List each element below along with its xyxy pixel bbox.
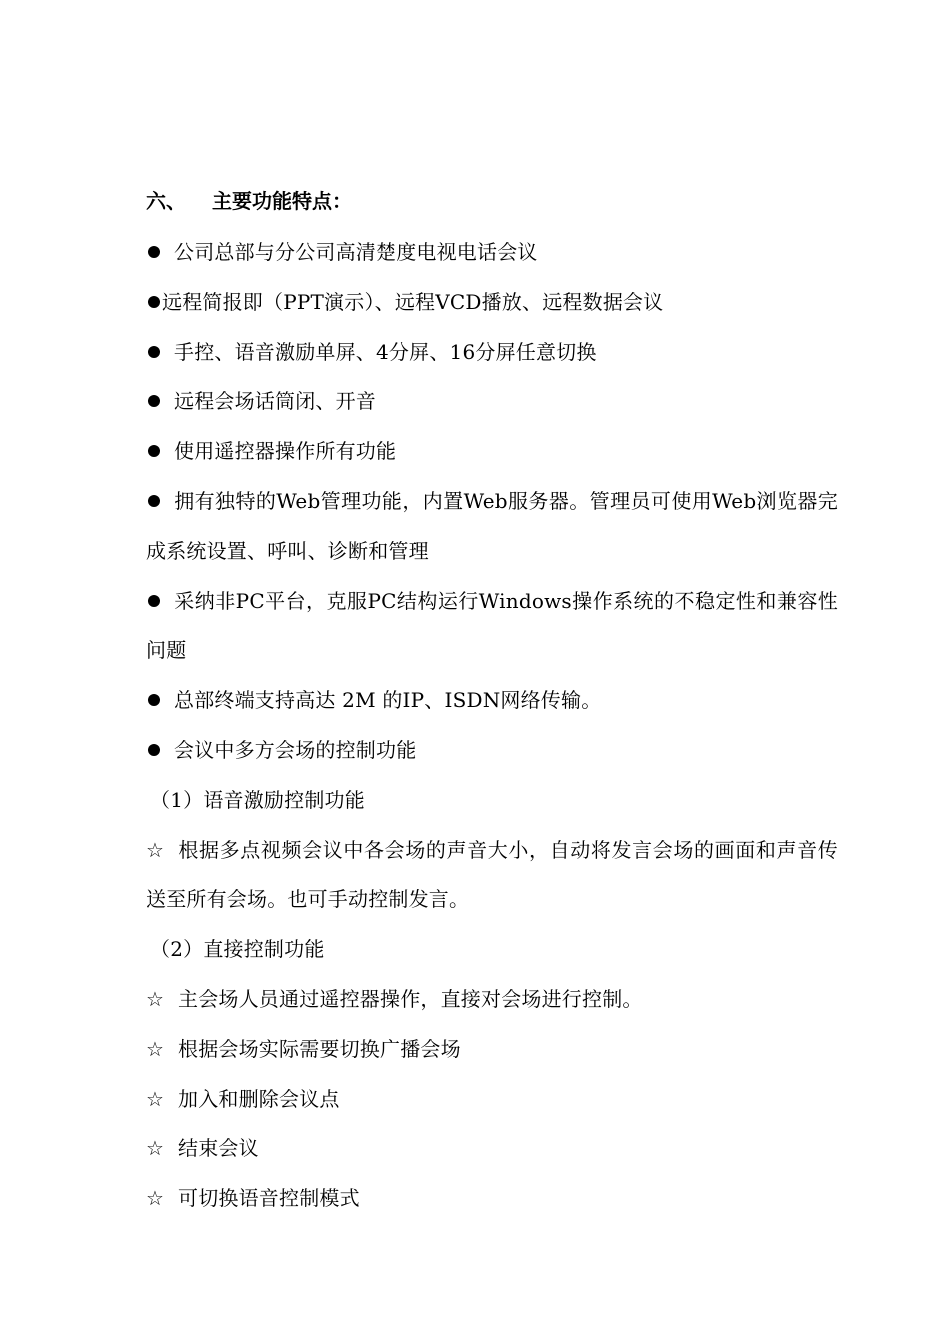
feature-item: [146, 328, 838, 378]
outline-star-bullet-icon: ☆: [146, 1086, 165, 1111]
feature-item: [146, 377, 838, 427]
feature-text: 使用遥控器操作所有功能: [174, 439, 397, 464]
filled-circle-bullet-icon: [148, 744, 160, 756]
outline-star-bullet-icon: ☆: [146, 837, 165, 862]
feature-text: 公司总部与分公司高清楚度电视电话会议: [174, 240, 538, 264]
feature-item: [146, 726, 838, 776]
star-item-text: 根据多点视频会议中各会场的声音大小，自动将发言会场的画面和声音传送至所有会场。也可手动控制发言。: [146, 837, 838, 912]
star-item: [146, 1025, 838, 1075]
filled-circle-bullet-icon: [148, 346, 160, 358]
feature-item: [146, 278, 838, 328]
outline-star-bullet-icon: ☆: [146, 1186, 165, 1211]
feature-text: 采纳非PC平台，克服PC结构运行Windows操作系统的不稳定性和兼容性问题: [146, 588, 838, 663]
filled-circle-bullet-icon: [148, 694, 160, 706]
star-item: [146, 975, 838, 1025]
star-item-text: 主会场人员通过遥控器操作，直接对会场进行控制。: [178, 986, 643, 1011]
section-heading: [146, 178, 838, 224]
star-item-text: 加入和删除会议点: [178, 1086, 340, 1111]
star-item-text: 可切换语音控制模式: [178, 1186, 360, 1211]
star-item: [146, 1075, 838, 1125]
document-page: [146, 178, 838, 1224]
feature-item: [146, 676, 838, 726]
star-item: [146, 826, 838, 926]
star-item-text: 根据会场实际需要切换广播会场: [178, 1036, 461, 1061]
star-item: [146, 1124, 838, 1174]
star-item-text: 结束会议: [178, 1136, 259, 1161]
star-item: [146, 1174, 838, 1224]
outline-star-bullet-icon: ☆: [146, 986, 165, 1011]
feature-item: [146, 577, 838, 677]
filled-circle-bullet-icon: [148, 296, 160, 308]
feature-text: 远程简报即（PPT演示）、远程VCD播放、远程数据会议: [162, 289, 664, 314]
feature-text: 拥有独特的Web管理功能，内置Web服务器。管理员可使用Web浏览器完成系统设置、呼叫、诊断和管理: [146, 488, 838, 563]
filled-circle-bullet-icon: [148, 395, 160, 407]
feature-text: 远程会场话筒闭、开音: [174, 389, 376, 414]
feature-item: [146, 228, 838, 278]
feature-text: 总部终端支持高达 2M 的IP、ISDN网络传输。: [174, 688, 602, 713]
feature-item: [146, 427, 838, 477]
feature-text: 会议中多方会场的控制功能: [174, 737, 417, 762]
subsection-title: （2）直接控制功能: [150, 937, 325, 962]
section-title: 主要功能特点：: [212, 189, 352, 213]
filled-circle-bullet-icon: [148, 595, 160, 607]
filled-circle-bullet-icon: [148, 246, 160, 258]
outline-star-bullet-icon: ☆: [146, 1136, 165, 1161]
subsection-title: （1）语音激励控制功能: [150, 787, 365, 812]
section-number: 六、: [146, 189, 186, 213]
feature-item: [146, 477, 838, 577]
outline-star-bullet-icon: ☆: [146, 1036, 165, 1061]
feature-text: 手控、语音激励单屏、4分屏、16分屏任意切换: [174, 339, 597, 364]
filled-circle-bullet-icon: [148, 495, 160, 507]
filled-circle-bullet-icon: [148, 445, 160, 457]
